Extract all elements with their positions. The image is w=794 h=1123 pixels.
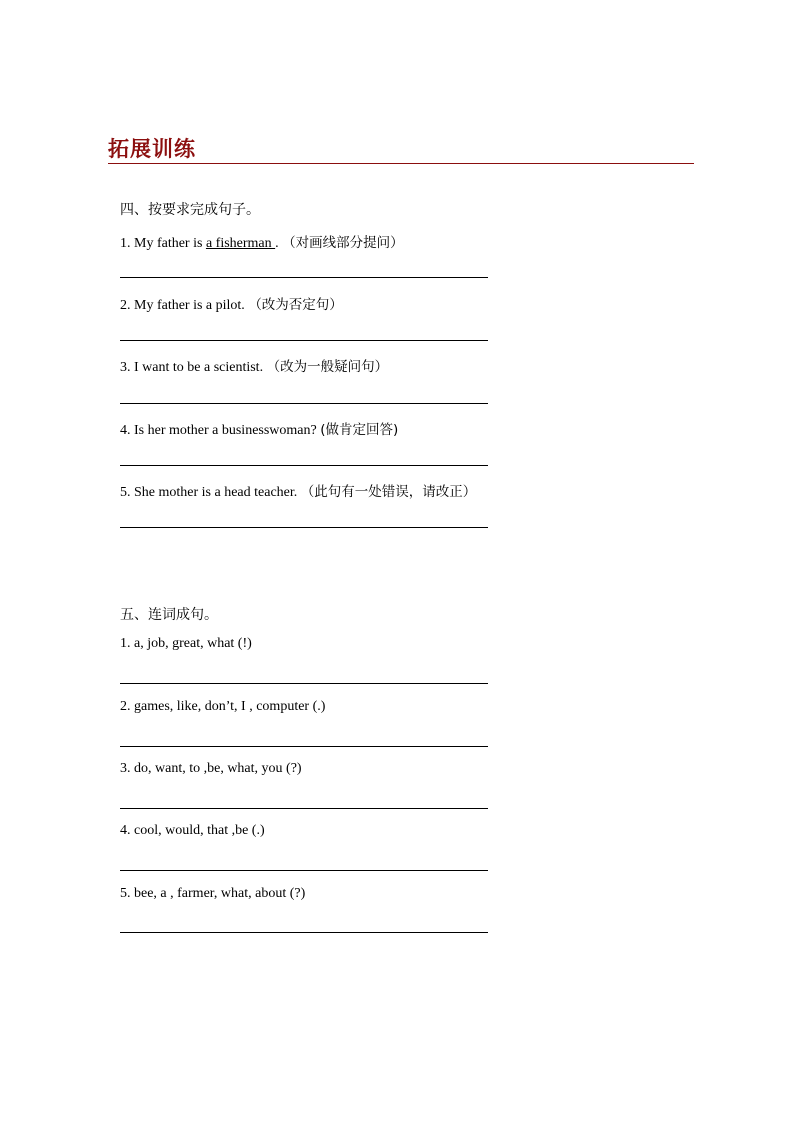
exercise-5-5: 5. bee, a , farmer, what, about (?) (120, 886, 306, 901)
exercise-5-4: 4. cool, would, that ,be (.) (120, 823, 265, 838)
exercise-4-2 (120, 293, 343, 314)
instruction-note: （改为否定句） (248, 297, 343, 313)
sentence-text: 3. I want to be a scientist. (120, 360, 267, 375)
answer-line[interactable] (120, 340, 488, 341)
answer-line[interactable] (120, 465, 488, 466)
instruction-note: （对画线部分提问） (282, 235, 404, 251)
title-divider (108, 163, 694, 164)
exercise-4-5 (120, 480, 476, 501)
sentence-text: 4. Is her mother a businesswoman? (120, 423, 321, 438)
instruction-note: (做肯定回答) (320, 422, 399, 438)
answer-line[interactable] (120, 527, 488, 528)
section-five-heading: 五、连词成句。 (120, 607, 218, 623)
instruction-note: （此句有一处错误，请改正） (300, 484, 477, 500)
sentence-text: . (275, 236, 283, 251)
answer-line[interactable] (120, 808, 488, 809)
answer-line[interactable] (120, 403, 488, 404)
exercise-5-2: 2. games, like, don’t, I , computer (.) (120, 699, 326, 714)
underlined-phrase: a fisherman (205, 236, 276, 251)
answer-line[interactable] (120, 277, 488, 278)
exercise-4-3 (120, 355, 388, 376)
sentence-text: 1. My father is (120, 236, 206, 251)
sentence-text: 2. My father is a pilot. (120, 298, 249, 313)
exercise-4-1 (120, 231, 404, 252)
section-four-heading: 四、按要求完成句子。 (120, 202, 260, 218)
instruction-note: （改为一般疑问句） (266, 359, 389, 375)
answer-line[interactable] (120, 683, 488, 684)
exercise-5-1: 1. a, job, great, what (!) (120, 636, 252, 651)
answer-line[interactable] (120, 932, 488, 933)
section-title: 拓展训练 (108, 137, 196, 161)
exercise-5-3: 3. do, want, to ,be, what, you (?) (120, 761, 302, 776)
sentence-text: 5. She mother is a head teacher. (120, 485, 301, 500)
exercise-4-4 (120, 418, 398, 439)
answer-line[interactable] (120, 870, 488, 871)
answer-line[interactable] (120, 746, 488, 747)
